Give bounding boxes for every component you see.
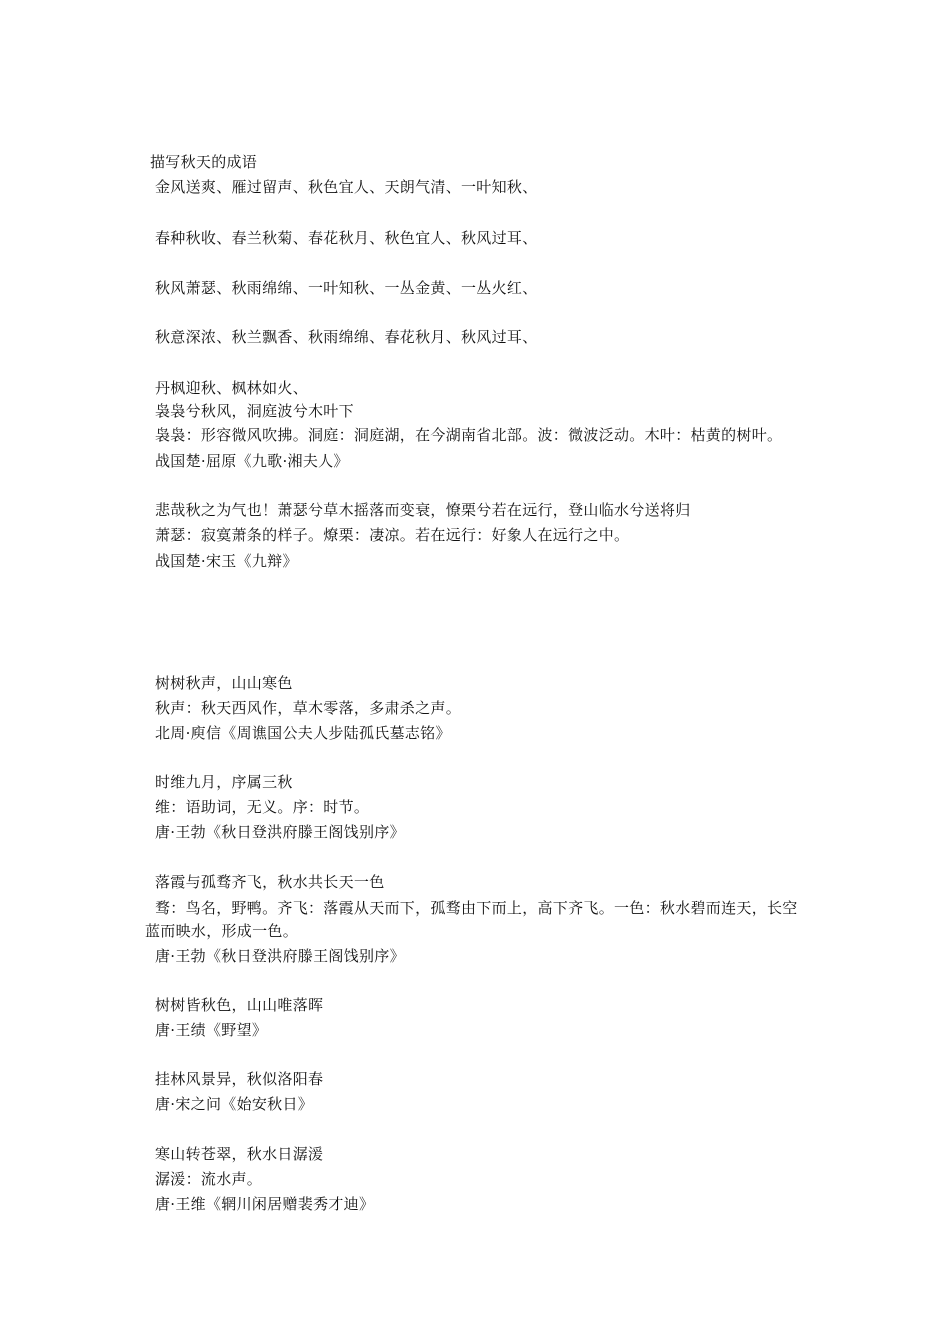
poem-note: 秋声：秋天西风作，草木零落，多肃杀之声。 xyxy=(155,699,462,717)
poem-verse: 树树皆秋色，山山唯落晖 xyxy=(155,996,324,1014)
idiom-line: 秋意深浓、秋兰飘香、秋雨绵绵、春花秋月、秋风过耳、 xyxy=(155,328,538,346)
poem-source: 战国楚·屈原《九歌·湘夫人》 xyxy=(155,452,349,470)
poem-verse: 悲哉秋之为气也！萧瑟兮草木摇落而变衰，憭栗兮若在远行，登山临水兮送将归 xyxy=(155,501,691,519)
poem-note: 维：语助词，无义。序：时节。 xyxy=(155,798,370,816)
poem-source: 唐·王维《辋川闲居赠裴秀才迪》 xyxy=(155,1195,375,1213)
poem-verse: 袅袅兮秋风，洞庭波兮木叶下 xyxy=(155,402,354,420)
idiom-line: 金风送爽、雁过留声、秋色宜人、天朗气清、一叶知秋、 xyxy=(155,178,538,196)
poem-source: 唐·王勃《秋日登洪府滕王阁饯别序》 xyxy=(155,947,405,965)
poem-note: 袅袅：形容微风吹拂。洞庭：洞庭湖，在今湖南省北部。波：微波泛动。木叶：枯黄的树叶。 xyxy=(155,426,783,444)
poem-verse: 树树秋声，山山寒色 xyxy=(155,674,293,692)
poem-source: 北周·庾信《周谯国公夫人步陆孤氏墓志铭》 xyxy=(155,724,451,742)
poem-verse: 挂林风景异，秋似洛阳春 xyxy=(155,1070,324,1088)
poem-verse: 落霞与孤骛齐飞，秋水共长天一色 xyxy=(155,873,385,891)
poem-verse: 寒山转苍翠，秋水日潺湲 xyxy=(155,1145,324,1163)
poem-verse: 时维九月，序属三秋 xyxy=(155,773,293,791)
idiom-line: 丹枫迎秋、枫林如火、 xyxy=(155,379,309,397)
poem-note: 潺湲：流水声。 xyxy=(155,1170,263,1188)
poem-source: 唐·王绩《野望》 xyxy=(155,1021,268,1039)
idiom-line: 春种秋收、春兰秋菊、春花秋月、秋色宜人、秋风过耳、 xyxy=(155,229,538,247)
poem-source: 唐·王勃《秋日登洪府滕王阁饯别序》 xyxy=(155,823,405,841)
poem-note-continued: 蓝而映水，形成一色。 xyxy=(145,922,299,940)
poem-source: 唐·宋之问《始安秋日》 xyxy=(155,1095,314,1113)
poem-note: 萧瑟：寂寞萧条的样子。燎栗：凄凉。若在远行：好象人在远行之中。 xyxy=(155,526,630,544)
document-title: 描写秋天的成语 xyxy=(150,153,258,171)
poem-note: 骛：鸟名，野鸭。齐飞：落霞从天而下，孤骛由下而上，高下齐飞。一色：秋水碧而连天，长空 xyxy=(155,899,798,917)
poem-source: 战国楚·宋玉《九辩》 xyxy=(155,552,298,570)
idiom-line: 秋风萧瑟、秋雨绵绵、一叶知秋、一丛金黄、一丛火红、 xyxy=(155,279,538,297)
